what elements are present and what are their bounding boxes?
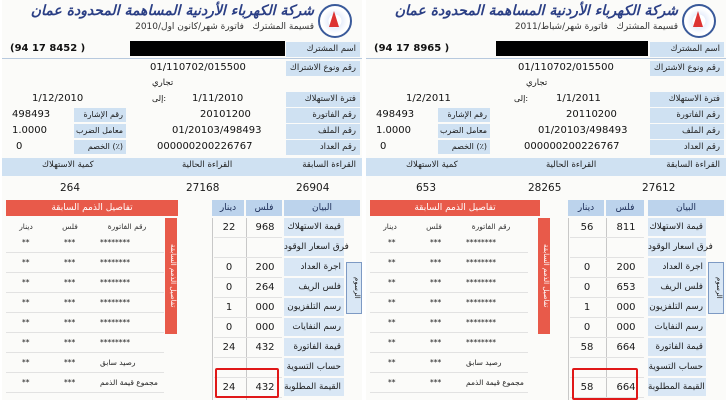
divider (2, 58, 362, 59)
row-dinar: 56 (580, 222, 594, 233)
prev-due-dinar: ** (388, 318, 396, 327)
row-fils (248, 238, 282, 257)
file-no: 01/20103/498493 (172, 125, 262, 136)
row-dinar: 1 (583, 302, 591, 313)
period-label: فترة الاستهلاك (286, 92, 360, 107)
row-divider (6, 272, 164, 273)
prev-due-fils: *** (430, 298, 442, 307)
subscription-no: 01/110702/015500 (518, 62, 614, 73)
row-divider (370, 272, 528, 273)
row-divider (6, 292, 164, 293)
previous-dues-title: تفاصيل الذمم السابقة (6, 200, 178, 216)
prev-due-invoice: ******** (100, 238, 130, 247)
row-divider (370, 352, 528, 353)
row-divider (6, 332, 164, 333)
subscriber-phone: (94 17 8965 ) (374, 43, 450, 54)
row-fils: 664 (616, 342, 636, 353)
prev-col-fils: فلس (426, 222, 442, 231)
prev-due-dinar: ** (388, 338, 396, 347)
bill-subtitle-left: قسيمة المشترك (616, 22, 678, 32)
prev-due-fils: *** (64, 298, 76, 307)
file-no-label: رقم الملف (286, 124, 360, 139)
amount-due-highlight (572, 368, 638, 400)
consumption-value: 653 (416, 182, 437, 194)
meter-no-label: رقم العداد (286, 140, 360, 155)
subscriber-name-label: اسم المشترك (650, 42, 724, 57)
prev-due-dinar: ** (22, 358, 30, 367)
prev-due-dinar: ** (388, 358, 396, 367)
row-label: فرق اسعار الوقود (284, 238, 344, 257)
period-to: 1/2/2011 (406, 93, 451, 104)
subscription-type: تجاري (152, 78, 174, 88)
row-label: قيمة الفاتورة (284, 338, 344, 357)
previous-reading-label: القراءة السابقة (666, 160, 720, 170)
prev-due-invoice: ******** (466, 338, 496, 347)
subscription-no-label: رقم ونوع الاشتراك (650, 61, 724, 76)
consumption-label: كمية الاستهلاك (406, 160, 458, 170)
row-fils: 432 (255, 382, 275, 393)
grid-line (568, 218, 569, 400)
row-divider (6, 312, 164, 313)
prev-due-fils: *** (64, 378, 76, 387)
row-dinar: 58 (580, 342, 594, 353)
subscription-no: 01/110702/015500 (150, 62, 246, 73)
prev-col-dinar: دينار (19, 222, 33, 231)
bill-subtitle-left: قسيمة المشترك (252, 22, 314, 32)
row-divider (6, 372, 164, 373)
row-fils: 200 (255, 262, 275, 273)
row-label: اجرة العداد (284, 258, 344, 277)
row-fils: 664 (616, 382, 636, 393)
meter-no-label: رقم العداد (650, 140, 724, 155)
prev-due-invoice: رصيد سابق (466, 358, 502, 367)
prev-due-invoice: رصيد سابق (100, 358, 136, 367)
row-fils: 000 (255, 302, 275, 313)
prev-due-dinar: ** (22, 238, 30, 247)
prev-col-fils: فلس (62, 222, 78, 231)
col-fils-header: فلس (246, 200, 282, 216)
file-no: 01/20103/498493 (538, 125, 628, 136)
prev-due-fils: *** (430, 378, 442, 387)
prev-due-invoice: مجموع قيمة الذمم (466, 378, 524, 387)
prev-due-dinar: ** (22, 318, 30, 327)
prev-due-dinar: ** (388, 278, 396, 287)
prev-due-fils: *** (64, 278, 76, 287)
col-fils-header: فلس (606, 200, 644, 216)
previous-reading-value: 26904 (296, 182, 330, 194)
row-label: رسم التلفزيون (284, 298, 344, 317)
row-fils: 000 (616, 302, 636, 313)
current-reading-value: 27168 (186, 182, 220, 194)
row-fils: 811 (616, 222, 636, 233)
row-label: فرق اسعار الوقود (648, 238, 706, 257)
row-label: حساب التسوية (284, 358, 344, 377)
prev-due-fils: *** (430, 338, 442, 347)
invoice-no-label: رقم الفاتورة (650, 108, 724, 123)
meter-no: 000000200226767 (157, 141, 253, 152)
reference-no: 498493 (12, 109, 51, 120)
row-dinar: 24 (222, 382, 236, 393)
row-divider (370, 312, 528, 313)
prev-due-fils: *** (430, 238, 442, 247)
row-dinar: 0 (225, 262, 233, 273)
previous-reading-label: القراءة السابقة (302, 160, 356, 170)
discount-label: الخصم (٪) (438, 140, 490, 154)
prev-due-fils: *** (64, 238, 76, 247)
subscription-no-label: رقم ونوع الاشتراك (286, 61, 360, 76)
amount-due-highlight (215, 368, 279, 398)
tax-side-label: الرسوم (708, 262, 724, 314)
row-fils: 000 (616, 322, 636, 333)
company-name: شركة الكهرباء الأردنية المساهمة المحدودة عمان (30, 3, 314, 19)
bill-month: فاتورة شهر/كانون اول/2010 (135, 22, 244, 32)
current-reading-value: 28265 (528, 182, 562, 194)
invoice-no: 20101200 (200, 109, 251, 120)
row-label: قيمة الاستهلاك (284, 218, 344, 237)
prev-due-dinar: ** (388, 238, 396, 247)
bill-february-2011 (366, 0, 726, 400)
row-dinar: 22 (222, 222, 236, 233)
prev-due-dinar: ** (388, 298, 396, 307)
row-label: اجرة العداد (648, 258, 706, 277)
previous-dues-title: تفاصيل الذمم السابقة (370, 200, 540, 216)
prev-due-dinar: ** (22, 298, 30, 307)
row-dinar: 24 (222, 342, 236, 353)
period-from: 1/11/2010 (192, 93, 244, 104)
tax-side-label: الرسوم (346, 262, 362, 314)
bill-december-2010 (2, 0, 362, 400)
row-label: رسم النفايات (284, 318, 344, 337)
prev-due-invoice: ******** (100, 338, 130, 347)
prev-col-dinar: دينار (383, 222, 397, 231)
readings-bar (2, 158, 362, 176)
prev-due-invoice: ******** (100, 318, 130, 327)
bill-subtitle (515, 22, 678, 32)
row-label: رسم النفايات (648, 318, 706, 337)
company-logo-icon (318, 4, 352, 38)
row-fils: 968 (255, 222, 275, 233)
prev-due-dinar: ** (22, 338, 30, 347)
previous-dues-side: تفاصيل الذمم السابقة (165, 218, 177, 334)
row-label: فلس الريف (284, 278, 344, 297)
bill-header (366, 0, 726, 40)
col-dinar-header: دينار (568, 200, 604, 216)
row-dinar: 0 (225, 282, 233, 293)
multiplier-label: معامل الضرب (74, 124, 126, 138)
readings-bar (366, 158, 726, 176)
current-reading-label: القراءة الحالية (182, 160, 233, 170)
row-fils: 653 (616, 282, 636, 293)
prev-due-invoice: ******** (100, 298, 130, 307)
multiplier: 1.0000 (376, 125, 411, 136)
prev-due-invoice: ******** (466, 238, 496, 247)
row-label: القيمة المطلوبة (648, 378, 706, 397)
row-divider (6, 352, 164, 353)
redacted-name (130, 41, 285, 56)
row-label: فلس الريف (648, 278, 706, 297)
prev-col-invoice: رقم الفاتورة (471, 222, 511, 231)
row-dinar (214, 238, 244, 257)
row-divider (6, 252, 164, 253)
row-divider (370, 252, 528, 253)
period-label: فترة الاستهلاك (650, 92, 724, 107)
row-fils: 000 (255, 322, 275, 333)
prev-due-dinar: ** (388, 258, 396, 267)
row-dinar: 0 (583, 282, 591, 293)
col-statement-header: البيان (648, 200, 724, 216)
row-dinar: 1 (225, 302, 233, 313)
row-label: قيمة الفاتورة (648, 338, 706, 357)
row-dinar: 0 (583, 322, 591, 333)
row-divider (370, 332, 528, 333)
current-reading-label: القراءة الحالية (546, 160, 597, 170)
prev-due-invoice: ******** (466, 298, 496, 307)
row-label: قيمة الاستهلاك (648, 218, 706, 237)
prev-due-fils: *** (430, 258, 442, 267)
row-dinar (570, 238, 604, 257)
previous-dues-side: تفاصيل الذمم السابقة (538, 218, 550, 334)
row-dinar: 58 (580, 382, 594, 393)
consumption-value: 264 (60, 182, 81, 194)
divider (366, 58, 726, 59)
multiplier: 1.0000 (12, 125, 47, 136)
reference-label: رقم الإشارة (438, 108, 490, 122)
row-divider (370, 372, 528, 373)
prev-due-fils: *** (64, 358, 76, 367)
company-logo-icon (682, 4, 716, 38)
prev-col-invoice: رقم الفاتورة (107, 222, 147, 231)
period-to-label: إلى: (152, 94, 167, 103)
discount-label: الخصم (٪) (74, 140, 126, 154)
prev-due-dinar: ** (22, 258, 30, 267)
redacted-name (496, 41, 648, 56)
reference-label: رقم الإشارة (74, 108, 126, 122)
period-to: 1/12/2010 (32, 93, 84, 104)
prev-due-invoice: ******** (466, 278, 496, 287)
col-dinar-header: دينار (212, 200, 244, 216)
row-fils: 264 (255, 282, 275, 293)
multiplier-label: معامل الضرب (438, 124, 490, 138)
prev-due-invoice: ******** (466, 258, 496, 267)
row-label: حساب التسوية (648, 358, 706, 377)
row-label: رسم التلفزيون (648, 298, 706, 317)
meter-no: 000000200226767 (524, 141, 620, 152)
prev-due-invoice: ******** (100, 258, 130, 267)
prev-due-fils: *** (64, 318, 76, 327)
prev-due-fils: *** (64, 258, 76, 267)
row-fils: 200 (616, 262, 636, 273)
grid-line (212, 218, 213, 400)
row-label: القيمة المطلوبة (284, 378, 344, 397)
row-fils: 432 (255, 342, 275, 353)
prev-due-dinar: ** (22, 378, 30, 387)
prev-due-fils: *** (430, 318, 442, 327)
row-dinar: 0 (225, 322, 233, 333)
col-statement-header: البيان (284, 200, 360, 216)
row-divider (370, 392, 528, 393)
discount: 0 (380, 141, 387, 152)
bill-month: فاتورة شهر/شباط/2011 (514, 22, 608, 32)
prev-due-dinar: ** (388, 378, 396, 387)
subscription-type: تجاري (526, 78, 548, 88)
prev-due-dinar: ** (22, 278, 30, 287)
prev-due-invoice: ******** (466, 318, 496, 327)
prev-due-fils: *** (430, 278, 442, 287)
subscriber-phone: (94 17 8452 ) (10, 43, 86, 54)
row-divider (370, 292, 528, 293)
consumption-label: كمية الاستهلاك (42, 160, 94, 170)
bill-header (2, 0, 362, 40)
subscriber-name-label: اسم المشترك (286, 42, 360, 57)
prev-due-invoice: ******** (100, 278, 130, 287)
bill-subtitle (135, 22, 314, 32)
period-to-label: إلى: (514, 94, 529, 103)
previous-reading-value: 27612 (642, 182, 676, 194)
row-dinar: 0 (583, 262, 591, 273)
reference-no: 498493 (376, 109, 415, 120)
invoice-no-label: رقم الفاتورة (286, 108, 360, 123)
discount: 0 (16, 141, 23, 152)
prev-due-fils: *** (64, 338, 76, 347)
row-fils (608, 238, 644, 257)
company-name: شركة الكهرباء الأردنية المساهمة المحدودة عمان (394, 3, 678, 19)
prev-due-fils: *** (430, 358, 442, 367)
file-no-label: رقم الملف (650, 124, 724, 139)
prev-due-invoice: مجموع قيمة الذمم (100, 378, 158, 387)
period-from: 1/1/2011 (556, 93, 601, 104)
invoice-no: 20110200 (566, 109, 617, 120)
row-divider (6, 392, 164, 393)
